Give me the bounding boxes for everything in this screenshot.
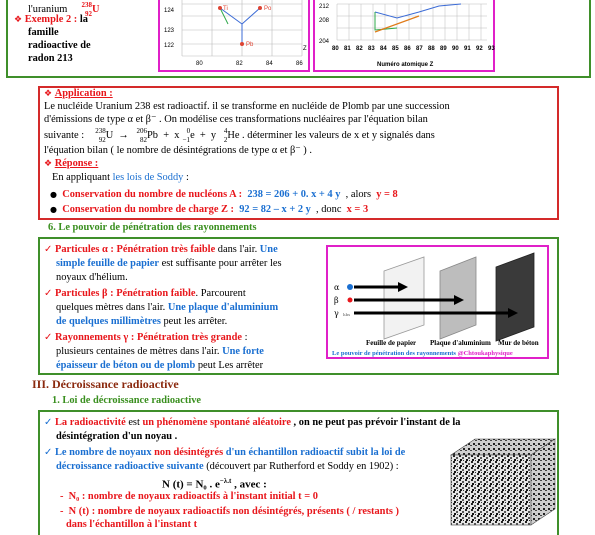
chart2-xlabel: Numéro atomique Z [377,62,434,68]
chart2-ytick: 204 [319,39,330,45]
application-p3: suivante : 238 92 U → 206 82 Pb + x 0 −1 e + y 4 2 He . déterminer les valeurs de x et y signalés dans [44,127,435,144]
chart2-xtick: 86 [404,46,411,52]
alpha-line2: simple feuille de papier est suffisante pour arrêter les [56,258,282,269]
gamma-line2: plusieurs centaines de mètres dans l'air. Une forte [56,346,264,357]
def-nt-cont: dans l'échantillon à l'instant t [66,519,198,530]
section3-title: III. Décroissance radioactive [32,377,179,391]
alpha-line1: ✓ Particules α : Pénétration très faible dans l'air. Une [44,244,278,255]
fig-caption: Le pouvoir de pénétration des rayonnements @Chtoukaphysique [332,350,513,357]
conservation-a: ● Conservation du nombre de nucléons A : 238 = 206 + 0. x + 4 y , alors y = 8 [50,189,398,200]
radioactivity-line1: ✓ La radioactivité est un phénomène spontané aléatoire , on ne peut pas prévoir l'instant de la [44,417,461,428]
example2-line4: radon 213 [28,53,73,64]
ray-label-alpha: α [334,283,340,292]
conservation-z: ● Conservation du nombre de charge Z : 92 = 82 – x + 2 y , donc x = 3 [50,204,369,215]
checkmark-icon: ✓ [44,447,53,458]
chart2-xtick: 87 [416,46,423,52]
ray-small-label: hbs [343,312,351,317]
sample-cube [447,437,557,525]
beta-line2: quelques mètres dans l'air. Une plaque d'aluminium [56,302,279,313]
ray-label-beta: β [334,296,339,305]
chart1-zlabel: Z [303,46,307,52]
chart2-xtick: 80 [332,46,339,52]
gamma-line1: ✓ Rayonnements γ : Pénétration très grande : [44,332,248,343]
decay-law-line2: décroissance radioactive suivante (découvert par Rutherford et Soddy en 1902) : [56,461,399,472]
chart1-xtick: 84 [266,61,273,67]
fig-label-paper: Feuille de papier [366,339,417,347]
chart1-ytick: 122 [164,43,175,49]
chart1-nuclide: Pb [246,42,254,48]
diamond-icon: ❖ [14,15,23,25]
checkmark-icon: ✓ [44,244,53,255]
def-n0: - N₀ : nombre de noyaux radioactifs à l'instant initial t = 0 [60,491,318,502]
section3-sub1: 1. Loi de décroissance radioactive [52,395,202,406]
chart1-xtick: 86 [296,61,303,67]
chart1-nuclide: Ti [223,6,228,12]
chart2-xtick: 84 [380,46,387,52]
gamma-line3: épaisseur de béton ou de plomb peut Les arrêter [56,360,264,371]
example2-line3: radioactive de [28,40,91,51]
chart1-xtick: 80 [196,61,203,67]
chart2-xtick: 89 [440,46,447,52]
alpha-line3: noyaux d'hélium. [56,272,128,283]
penetration-figure [326,245,549,359]
penetration-svg [328,247,547,345]
diamond-icon: ❖ [44,159,53,169]
chart1-xtick: 82 [236,61,243,67]
diamond-icon: ❖ [44,89,53,99]
decay-formula: N (t) = N₀ . $e^{-\lambda.t}$ , avec : [162,477,267,491]
checkmark-icon: ✓ [44,332,53,343]
checkmark-icon: ✓ [44,417,53,428]
section6-title: 6. Le pouvoir de pénétration des rayonnements [48,222,257,233]
chart2-xtick: 91 [464,46,471,52]
application-title: ❖ Application : [44,88,113,99]
decay-equation: 238 92 U → 206 82 Pb + x 0 −1 e + y 4 2 He [95,127,243,144]
chart2-xtick: 85 [392,46,399,52]
application-p2: d'émissions de type α et β⁻ . On modélise ces transformations nucléaires par l'équation bilan [44,114,428,125]
top-uranium-line: l'uranium 238 92 U [28,1,100,18]
application-p1: Le nucléide Uranium 238 est radioactif. il se transforme en nucléide de Plomb par une succession [44,101,450,112]
chart2-xtick: 82 [356,46,363,52]
fig-label-aluminium: Plaque d'aluminium [430,339,491,347]
chart2-xtick: 88 [428,46,435,52]
radioactivity-line2: désintégration d'un noyau . [56,431,178,442]
fig-label-concrete: Mur de béton [498,339,539,347]
decay-chart-1 [158,0,310,72]
example2-line: ❖ Exemple 2 : la [14,14,88,25]
decay-chart-1-svg [160,0,308,70]
chart2-xtick: 92 [476,46,483,52]
chart2-xtick: 93 [488,46,495,52]
beta-line1: ✓ Particules β : Pénétration faible. Parcourent [44,288,246,299]
decay-law-line1: ✓ Le nombre de noyaux non désintégrés d'un échantillon radioactif subit la loi de [44,447,406,458]
chart1-ytick: 123 [164,28,175,34]
chart1-nuclide: Po [264,6,272,12]
checkmark-icon: ✓ [44,288,53,299]
decay-chart-2 [313,0,495,72]
chart2-xtick: 83 [368,46,375,52]
example2-line2: famille [28,27,59,38]
chart1-ytick: 124 [164,8,175,14]
chart2-ytick: 212 [319,4,330,10]
application-p4: l'équation bilan ( le nombre de désintégrations de type α et β⁻ ) . [44,145,312,156]
sample-cube-svg [447,437,557,525]
reponse-title: ❖ Réponse : [44,158,99,169]
reponse-line1: En appliquant les lois de Soddy : [52,172,189,183]
chart2-xtick: 90 [452,46,459,52]
chart2-ytick: 208 [319,18,330,24]
decay-chart-2-svg [315,0,493,70]
def-nt: - N (t) : nombre de noyaux radioactifs non désintégrés, présents ( / restants ) [60,506,400,517]
ray-label-gamma: γ [334,309,339,318]
chart2-xtick: 81 [344,46,351,52]
beta-line3: de quelques millimètres peut les arrêter. [56,316,228,327]
